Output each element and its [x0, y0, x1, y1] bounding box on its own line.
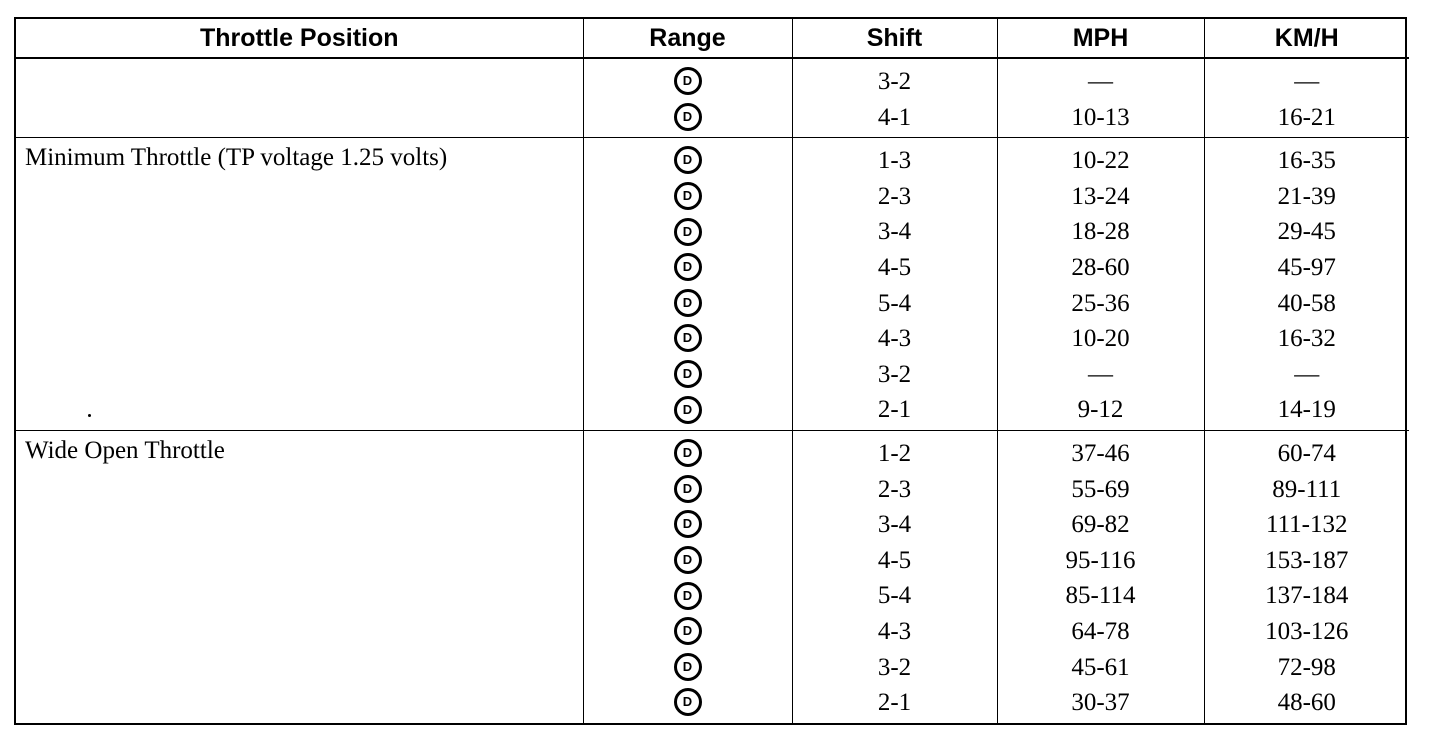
range-value — [584, 214, 792, 250]
shift-value: 5-4 — [877, 289, 912, 317]
kmh-cell — [1204, 58, 1409, 138]
throttle-position-label — [16, 59, 583, 65]
drive-range-icon: D — [674, 582, 702, 610]
shift-value: 1-3 — [877, 147, 912, 175]
kmh-value: 48-60 — [1277, 689, 1336, 717]
drive-range-icon: D — [674, 324, 702, 352]
drive-range-icon: D — [674, 67, 702, 95]
range-value — [584, 507, 792, 543]
header-row — [16, 19, 1409, 58]
throttle-position-label: Minimum Throttle (TP voltage 1.25 volts) — [25, 144, 448, 172]
table — [16, 19, 1409, 723]
shift-value: 5-4 — [877, 582, 912, 610]
kmh-value: — — [1294, 360, 1320, 388]
drive-range-icon: D — [674, 475, 702, 503]
kmh-value: 29-45 — [1277, 218, 1336, 246]
mph-value: 18-28 — [1071, 218, 1130, 246]
shift-value: 2-1 — [877, 396, 912, 424]
range-value — [584, 614, 792, 650]
kmh-value: 111-132 — [1266, 511, 1348, 539]
kmh-value: 153-187 — [1265, 546, 1349, 574]
mph-value: 37-46 — [1071, 439, 1130, 467]
shift-cell — [792, 138, 997, 431]
range-value — [584, 392, 792, 428]
kmh-cell — [1204, 138, 1409, 431]
shift-value: 2-1 — [877, 689, 912, 717]
range-value — [584, 685, 792, 721]
drive-range-icon: D — [674, 510, 702, 538]
kmh-value: 45-97 — [1277, 253, 1336, 281]
mph-value: 10-13 — [1071, 103, 1130, 131]
mph-value: 55-69 — [1071, 475, 1130, 503]
mph-value: 95-116 — [1065, 546, 1136, 574]
kmh-value: 72-98 — [1277, 653, 1336, 681]
mph-value: 30-37 — [1071, 689, 1130, 717]
table-group-row — [16, 430, 1409, 722]
kmh-value: 16-35 — [1277, 147, 1336, 175]
mph-cell — [997, 58, 1204, 138]
kmh-value: 21-39 — [1277, 182, 1336, 210]
mph-value: 13-24 — [1071, 182, 1130, 210]
drive-range-icon: D — [674, 617, 702, 645]
drive-range-icon: D — [674, 182, 702, 210]
kmh-value: 60-74 — [1277, 439, 1336, 467]
drive-range-icon: D — [674, 218, 702, 246]
range-value — [584, 143, 792, 179]
range-value — [584, 179, 792, 215]
drive-range-icon: D — [674, 688, 702, 716]
shift-cell — [792, 430, 997, 722]
mph-value: — — [1088, 68, 1113, 95]
mph-value: 10-20 — [1071, 325, 1130, 353]
kmh-value: 16-32 — [1277, 325, 1336, 353]
kmh-cell — [1204, 430, 1409, 722]
kmh-value: 16-21 — [1277, 103, 1336, 131]
range-value — [584, 64, 792, 100]
throttle-position-label: Wide Open Throttle — [25, 436, 225, 464]
shift-cell — [792, 58, 997, 138]
shift-value: 4-1 — [877, 103, 912, 131]
table-group-row — [16, 138, 1409, 431]
range-value — [584, 578, 792, 614]
shift-value: 3-2 — [877, 360, 912, 388]
range-cell — [583, 138, 792, 431]
kmh-value: — — [1294, 68, 1320, 95]
shift-value: 4-3 — [877, 325, 912, 353]
header-range: Range — [583, 19, 792, 58]
throttle-position-cell — [16, 58, 583, 138]
mph-value: 85-114 — [1065, 582, 1136, 610]
shift-value: 4-5 — [877, 253, 912, 281]
kmh-value: 40-58 — [1277, 289, 1336, 317]
table-body — [16, 58, 1409, 723]
header-kmh: KM/H — [1204, 19, 1409, 58]
shift-value: 3-4 — [877, 511, 912, 539]
stray-dot — [88, 414, 91, 417]
range-value — [584, 543, 792, 579]
range-value — [584, 650, 792, 686]
mph-value: 25-36 — [1071, 289, 1130, 317]
range-value — [584, 472, 792, 508]
mph-value: 64-78 — [1071, 617, 1130, 645]
mph-value: 45-61 — [1071, 653, 1130, 681]
shift-value: 2-3 — [877, 475, 912, 503]
kmh-value: 103-126 — [1265, 617, 1349, 645]
header-shift: Shift — [792, 19, 997, 58]
header-throttle-position: Throttle Position — [16, 19, 583, 58]
mph-value: 28-60 — [1071, 253, 1130, 281]
range-value — [584, 250, 792, 286]
shift-value: 1-2 — [877, 439, 912, 467]
kmh-value: 137-184 — [1265, 582, 1349, 610]
drive-range-icon: D — [674, 439, 702, 467]
kmh-value: 14-19 — [1277, 396, 1336, 424]
drive-range-icon: D — [674, 360, 702, 388]
mph-cell — [997, 138, 1204, 431]
mph-value: 10-22 — [1071, 147, 1130, 175]
range-value — [584, 357, 792, 393]
mph-value: — — [1088, 360, 1113, 388]
shift-value: 3-2 — [877, 653, 912, 681]
shift-value: 3-4 — [877, 218, 912, 246]
range-value — [584, 436, 792, 472]
range-cell — [583, 430, 792, 722]
drive-range-icon: D — [674, 396, 702, 424]
kmh-value: 89-111 — [1272, 475, 1342, 503]
shift-value: 4-5 — [877, 546, 912, 574]
throttle-position-cell — [16, 138, 583, 431]
mph-value: 9-12 — [1077, 396, 1124, 424]
header-mph: MPH — [997, 19, 1204, 58]
throttle-position-cell — [16, 430, 583, 722]
table-group-row — [16, 58, 1409, 138]
shift-value: 2-3 — [877, 182, 912, 210]
shift-speed-table — [14, 17, 1407, 725]
drive-range-icon: D — [674, 546, 702, 574]
range-value — [584, 286, 792, 322]
drive-range-icon: D — [674, 253, 702, 281]
drive-range-icon: D — [674, 653, 702, 681]
drive-range-icon: D — [674, 146, 702, 174]
drive-range-icon: D — [674, 103, 702, 131]
range-value — [584, 321, 792, 357]
shift-value: 4-3 — [877, 617, 912, 645]
shift-value: 3-2 — [877, 68, 912, 95]
range-value — [584, 100, 792, 136]
mph-cell — [997, 430, 1204, 722]
drive-range-icon: D — [674, 289, 702, 317]
mph-value: 69-82 — [1071, 511, 1130, 539]
range-cell — [583, 58, 792, 138]
